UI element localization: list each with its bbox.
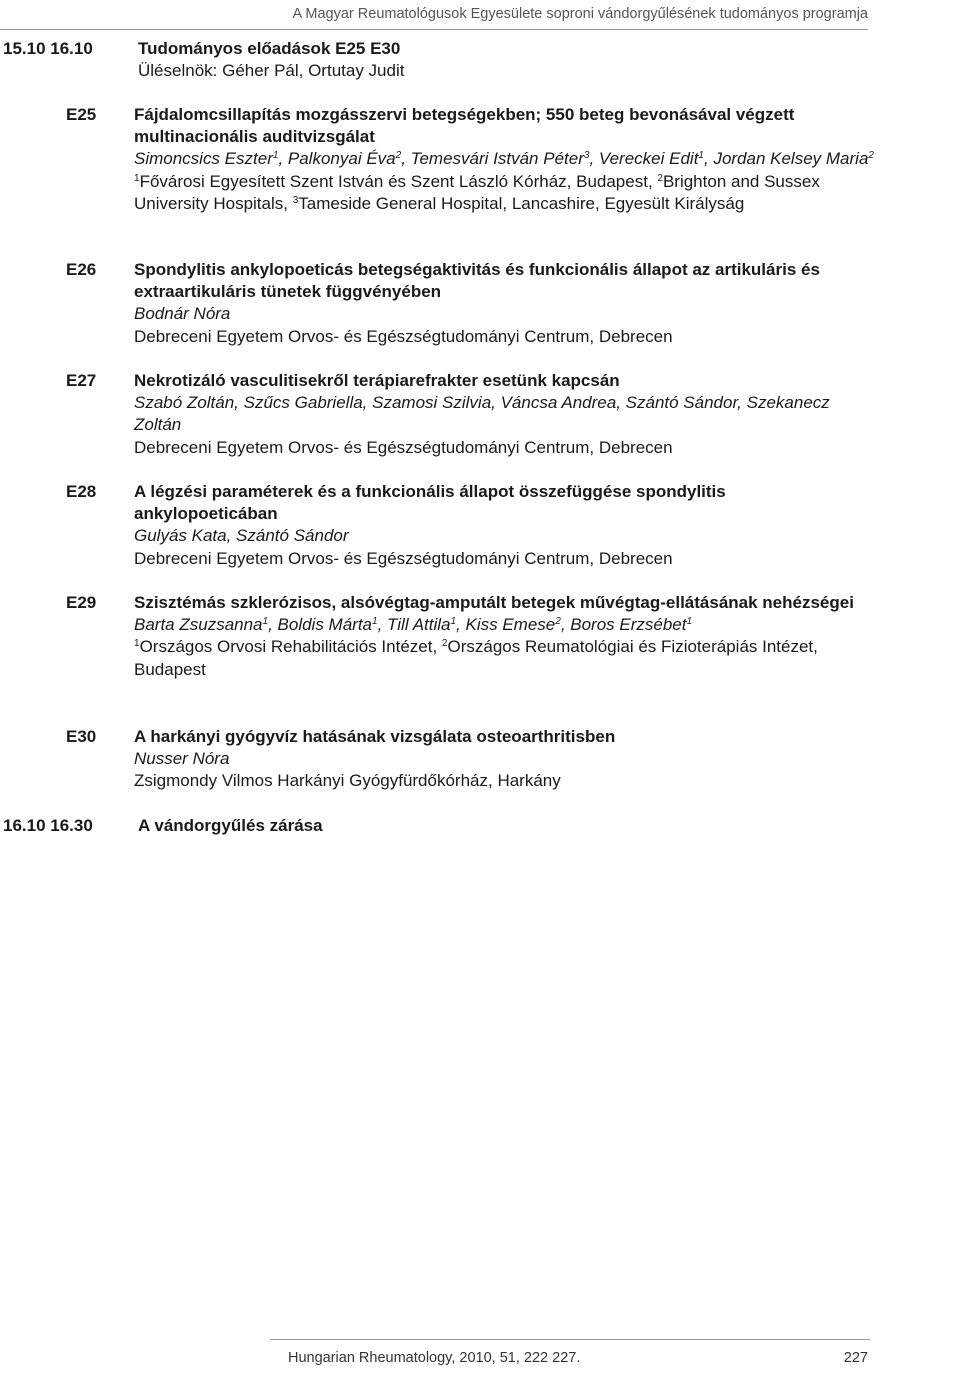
page-number: 227	[843, 1350, 868, 1366]
entry-authors	[134, 303, 874, 325]
footer-rule	[270, 1339, 870, 1340]
affiliation-mark: 2	[657, 172, 663, 184]
author-affiliation-mark: 2	[868, 150, 874, 162]
author-name: Till Attila	[387, 615, 451, 635]
author-affiliation-mark: 1	[698, 150, 704, 162]
entry-code: E26	[66, 260, 97, 279]
closing-session	[0, 815, 960, 839]
author-name: Jordan Kelsey Maria	[713, 149, 869, 169]
author-name: Simoncsics Eszter	[134, 149, 273, 169]
author-name: Palkonyai Éva	[287, 149, 396, 169]
entry-affiliations	[134, 171, 874, 215]
affiliation-mark: 3	[292, 194, 299, 206]
author-affiliation-mark: 1	[262, 616, 269, 628]
entry-title: A harkányi gyógyvíz hatásának vizsgálata osteoarthritisben	[134, 727, 616, 746]
author-name: Bodnár Nóra	[134, 304, 231, 324]
entry-affiliations	[134, 437, 874, 459]
author-affiliation-mark: 2	[395, 150, 402, 162]
entry-affiliations	[134, 548, 874, 570]
entry-code: E28	[66, 482, 97, 501]
entry-authors	[134, 525, 874, 547]
entry-authors	[134, 748, 874, 770]
author-affiliation-mark: 1	[450, 616, 457, 628]
affiliation-text: Debreceni Egyetem Orvos- és Egészségtudományi Centrum, Debrecen	[134, 326, 673, 346]
session-time: 15.10 16.10	[3, 39, 93, 58]
entry-title: Fájdalomcsillapítás mozgásszervi betegségekben; 550 beteg bevonásával végzett multinacionális auditvizsgálat	[134, 105, 795, 147]
affiliation-text: Brighton and Sussex University Hospitals,	[134, 171, 820, 213]
author-affiliation-mark: 2	[555, 616, 561, 628]
running-head: A Magyar Reumatológusok Egyesülete soproni vándorgyűlésének tudományos programja	[292, 6, 868, 22]
author-name: Vereckei Edit	[598, 149, 699, 169]
session-title: Tudományos előadások E25 E30	[138, 39, 401, 58]
entry-code: E25	[66, 105, 97, 124]
entry-title: Szisztémás szklerózisos, alsóvégtag-amputált betegek művégtag-ellátásának nehézségei	[134, 593, 854, 612]
affiliation-text: Fővárosi Egyesített Szent István és Szent László Kórház, Budapest,	[139, 171, 658, 191]
closing-time: 16.10 16.30	[3, 816, 93, 835]
affiliation-text: Országos Reumatológiai és Fizioterápiás Intézet, Budapest	[134, 637, 818, 679]
author-affiliation-mark: 1	[686, 616, 693, 628]
entry-code: E30	[66, 727, 97, 746]
entry-title: Nekrotizáló vasculitisekről terápiarefrakter esetünk kapcsán	[134, 371, 620, 390]
affiliation-text: Országos Orvosi Rehabilitációs Intézet,	[139, 637, 442, 657]
author-name: Szabó Zoltán, Szűcs Gabriella, Szamosi Szilvia, Váncsa Andrea, Szántó Sándor, Szekanecz Zoltán	[134, 393, 830, 435]
entry-affiliations	[134, 770, 874, 792]
entry-code: E29	[66, 593, 97, 612]
session-chairs: Üléselnök: Géher Pál, Ortutay Judit	[138, 61, 405, 80]
affiliation-text: Debreceni Egyetem Orvos- és Egészségtudományi Centrum, Debrecen	[134, 548, 673, 568]
entry-authors: Simoncsics Eszter$^1$, Palkonyai Éva$^2$, Temesvári István Péter$^3$, Vereckei Edit$^1$, Jordan Kelsey Maria$^2$	[134, 149, 874, 169]
author-affiliation-mark: 1	[272, 150, 279, 162]
author-affiliation-mark: 1	[372, 616, 378, 628]
entry-affiliations	[134, 326, 874, 348]
affiliation-text: Zsigmondy Vilmos Harkányi Gyógyfürdőkórház, Harkány	[134, 771, 561, 791]
author-name: Kiss Emese	[465, 615, 556, 635]
closing-title: A vándorgyűlés zárása	[138, 816, 323, 835]
entry-title: Spondylitis ankylopoeticás betegségaktivitás és funkcionális állapot az artikuláris és extraartikuláris tünetek függvényében	[134, 260, 820, 302]
entry-affiliations	[134, 636, 874, 680]
affiliation-mark: 2	[441, 638, 448, 650]
affiliation-text: Tameside General Hospital, Lancashire, Egyesült Királyság	[298, 193, 745, 213]
author-name: Gulyás Kata, Szántó Sándor	[134, 526, 349, 546]
entry-title: A légzési paraméterek és a funkcionális állapot összefüggése spondylitis ankylopoeticában	[134, 482, 726, 524]
session-header	[0, 38, 960, 84]
entry-authors	[134, 392, 874, 436]
author-name: Boldis Márta	[277, 615, 373, 635]
author-name: Temesvári István Péter	[410, 149, 584, 169]
author-name: Boros Erzsébet	[570, 615, 687, 635]
affiliation-text: Debreceni Egyetem Orvos- és Egészségtudományi Centrum, Debrecen	[134, 437, 673, 457]
author-name: Nusser Nóra	[134, 749, 230, 769]
author-affiliation-mark: 3	[583, 150, 590, 162]
affiliation-mark: 1	[134, 638, 140, 650]
entry-code: E27	[66, 371, 97, 390]
affiliation-mark: 1	[134, 172, 140, 184]
header-rule	[0, 29, 868, 30]
footer-journal-citation: Hungarian Rheumatology, 2010, 51, 222 227.	[288, 1350, 581, 1366]
author-name: Barta Zsuzsanna	[134, 615, 263, 635]
entry-authors: Barta Zsuzsanna$^1$, Boldis Márta$^1$, Till Attila$^1$, Kiss Emese$^2$, Boros Erzsébet$^1$	[134, 615, 693, 635]
